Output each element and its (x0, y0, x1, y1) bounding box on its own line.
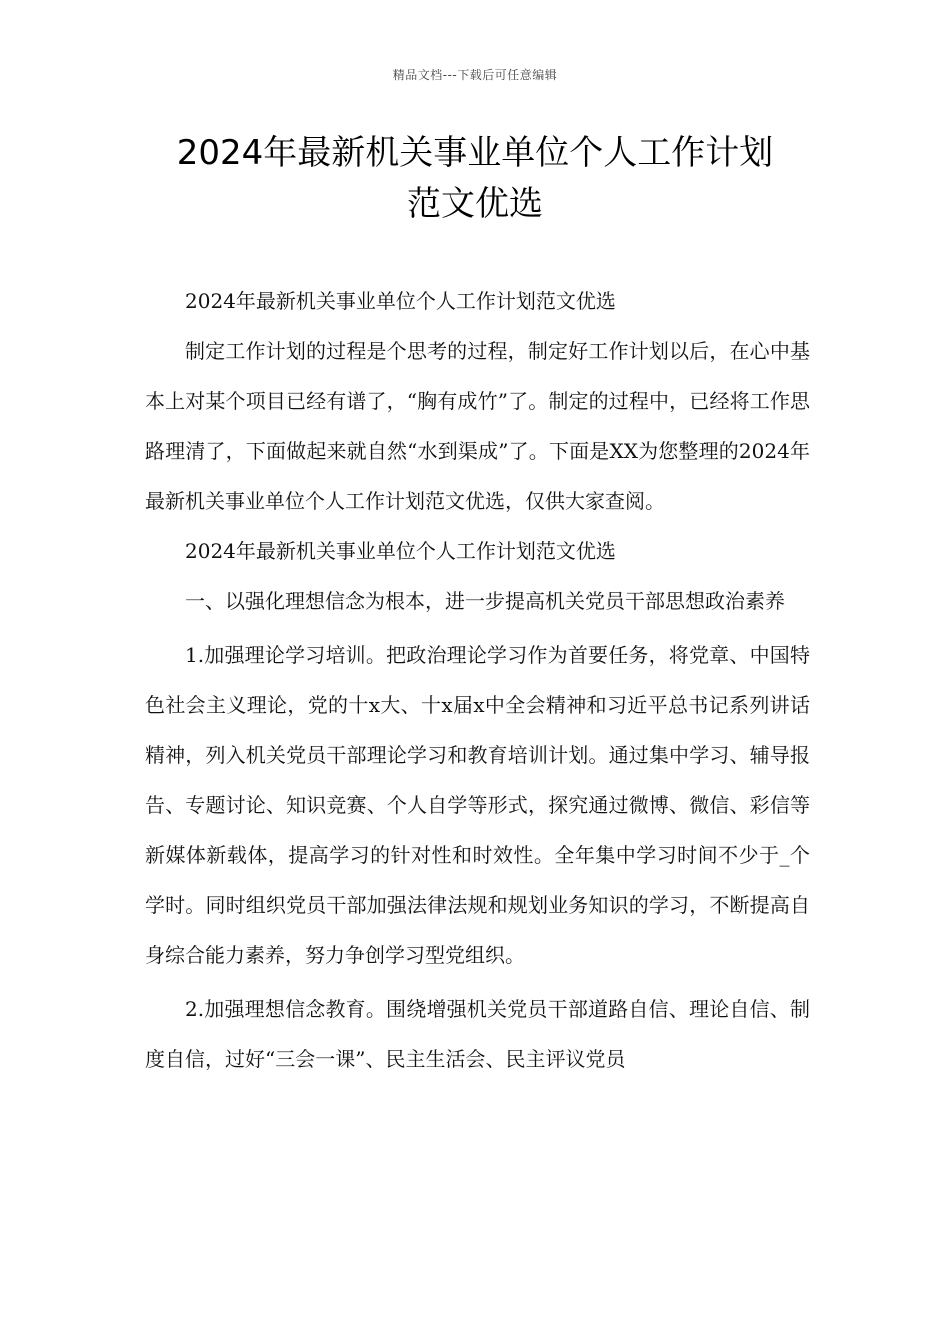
title-line-2: 范文优选 (407, 184, 543, 224)
paragraph: 2024年最新机关事业单位个人工作计划范文优选 (185, 289, 616, 313)
title-line-1: 2024年最新机关事业单位个人工作计划 (176, 133, 774, 173)
paragraph: 2.加强理想信念教育。围绕增强机关党员干部道路自信、理论自信、制度自信，过好“三会一课”、民主生活会、民主评议党员 (145, 997, 810, 1071)
paragraph: 一、以强化理想信念为根本，进一步提高机关党员干部思想政治素养 (185, 589, 785, 613)
page-header: 精品文档---下载后可任意编辑 (392, 68, 558, 82)
document-title (110, 128, 840, 230)
paragraph: 2024年最新机关事业单位个人工作计划范文优选 (185, 539, 616, 563)
paragraph: 1.加强理论学习培训。把政治理论学习作为首要任务，将党章、中国特色社会主义理论，党的十x大、十x届x中全会精神和习近平总书记系列讲话精神，列入机关党员干部理论学习和教育培训计划。通过集中学习、辅导报告、专题讨论、知识竞赛、个人自学等形式，探究通过微博、微信、彩信等新媒体新载体，提高学习的针对性和时效性。全年集中学习时间不少于_个学时。同时组织党员干部加强法律法规和规划业务知识的学习，不断提高自身综合能力素养，努力争创学习型党组织。 (145, 643, 810, 967)
document-body (145, 276, 810, 1084)
paragraph: 制定工作计划的过程是个思考的过程，制定好工作计划以后，在心中基本上对某个项目已经有谱了，“胸有成竹”了。制定的过程中，已经将工作思路理清了，下面做起来就自然“水到渠成”了。下面是XX为您整理的2024年最新机关事业单位个人工作计划范文优选，仅供大家查阅。 (145, 339, 810, 513)
